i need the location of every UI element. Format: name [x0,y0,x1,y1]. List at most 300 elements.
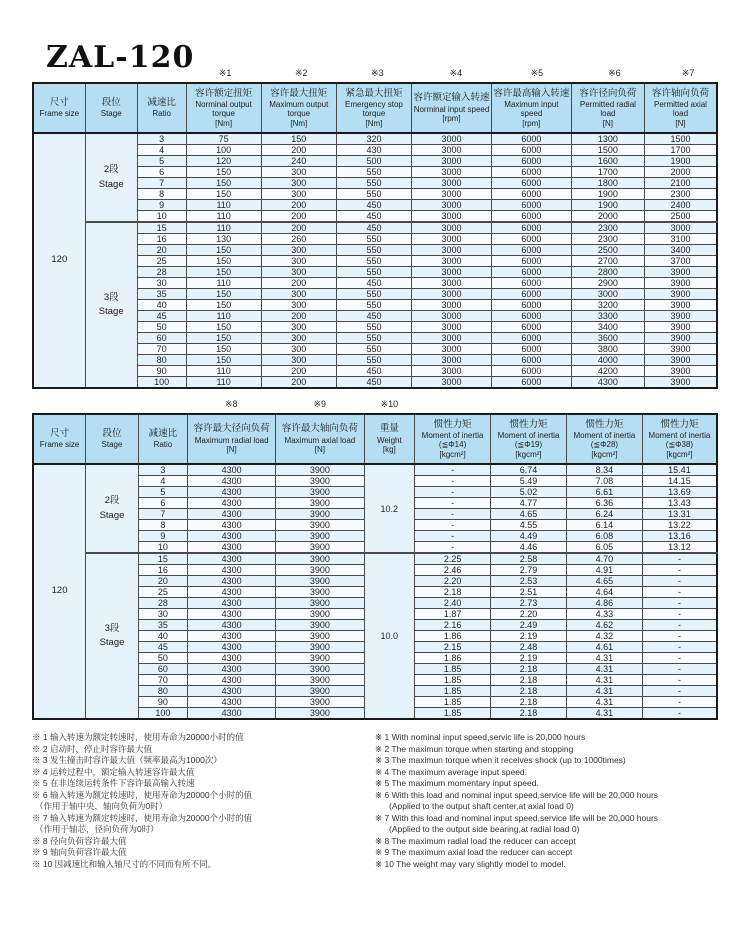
data-cell: 3100 [644,234,717,245]
data-cell: 1.85 [415,664,491,675]
data-cell: 2.51 [491,587,567,598]
footnote: ※ 4 运转过程中，额定输入转速容许最大值 [32,766,195,777]
data-cell: 3900 [276,520,364,531]
data-cell: 300 [261,167,336,178]
footnote: ※ 1 输入转速为额定转速时，使用寿命为20000小时的值 [32,732,244,742]
page-title: ZAL-120 [46,40,195,75]
data-cell: 120 [186,156,261,167]
data-cell: 2300 [644,189,717,200]
data-cell: 3000 [644,222,717,234]
data-cell: 3000 [412,333,492,344]
data-cell: 80 [138,686,187,697]
data-cell: 6 [137,167,186,178]
data-cell: 130 [186,234,261,245]
data-cell: 10 [138,542,187,554]
data-cell: 3000 [412,256,492,267]
data-cell: 3000 [412,178,492,189]
data-cell: 3900 [276,675,364,686]
footnote: ※ 5 在非连续运转条件下容许最高输入转速 [32,778,195,788]
footnote-ref-mark [138,79,187,82]
data-cell: 3 [138,464,187,476]
data-cell: 90 [137,366,186,377]
data-cell: 2.46 [415,565,491,576]
data-cell: 200 [261,377,336,389]
footnote: ※ 6 输入转速为额定转速时，使用寿命为20000个小时的值 [32,789,253,800]
footnote-ref-mark [32,410,85,413]
data-cell: 1700 [644,145,717,156]
data-cell: 4300 [188,542,276,554]
data-cell: 4.86 [566,598,642,609]
footnote: ※ 4 The maximum average input speed. [375,766,528,777]
data-cell: 300 [261,322,336,333]
footnote: ※ 1 With nominal input speed,servic life is 20,000 hours [375,732,586,742]
data-cell: 110 [186,222,261,234]
data-cell: 6000 [491,289,571,300]
data-cell: - [642,587,717,598]
column-header: 减速比 Ratio [138,414,187,464]
data-cell: 6.05 [566,542,642,554]
data-cell: 6.08 [566,531,642,542]
data-cell: 4.31 [566,653,642,664]
data-cell: 3900 [276,598,364,609]
data-cell: 150 [186,344,261,355]
data-cell: 5 [137,156,186,167]
data-cell: 2900 [571,278,644,289]
data-cell: 1300 [571,133,644,145]
data-cell: 3000 [412,344,492,355]
data-cell: 3900 [276,620,364,631]
data-cell: 6000 [491,222,571,234]
data-cell: - [415,520,491,531]
footnote-ref-mark: ※5 [530,68,544,78]
data-cell: 110 [186,311,261,322]
data-cell: 4300 [188,653,276,664]
column-header: 容许最大径向负荷 Maximum radial load [N] [188,414,276,464]
data-cell: 300 [261,300,336,311]
data-cell: 150 [186,267,261,278]
data-cell: 3900 [276,697,364,708]
data-cell: 45 [138,642,187,653]
data-cell: 4.31 [566,686,642,697]
data-cell: 200 [261,222,336,234]
data-cell: 3900 [276,587,364,598]
data-cell: 40 [137,300,186,311]
data-cell: 3900 [276,708,364,720]
data-cell: 13.31 [642,509,717,520]
data-cell: 6000 [491,333,571,344]
column-header: 尺寸 Frame size [33,83,85,133]
data-cell: - [415,464,491,476]
column-header: 减速比 Ratio [137,83,186,133]
data-cell: 40 [138,631,187,642]
table-row [33,133,717,145]
data-cell: 4.31 [566,697,642,708]
data-cell: 4300 [188,487,276,498]
footnote-ref-mark [32,79,85,82]
data-cell: 3000 [412,366,492,377]
data-cell: 4300 [188,464,276,476]
footnote: ※ 6 With this load and nominal input speed,service life will be 20,000 hours [375,789,659,800]
data-cell: 2.19 [491,631,567,642]
data-cell: 5.02 [491,487,567,498]
torque-speed-load-table [32,82,718,389]
data-cell: 2.48 [491,642,567,653]
data-cell: 3000 [412,200,492,211]
data-cell: 15 [138,553,187,565]
data-cell: - [642,553,717,565]
data-cell: 1.85 [415,675,491,686]
data-cell: 110 [186,366,261,377]
table-row [33,464,717,476]
data-cell: 300 [261,267,336,278]
data-cell: 28 [137,267,186,278]
data-cell: 3600 [571,333,644,344]
data-cell: 550 [336,256,411,267]
data-cell: - [415,531,491,542]
footnote-ref-mark: ※1 [218,68,232,78]
data-cell: 3900 [276,686,364,697]
data-cell: 1500 [644,133,717,145]
data-cell: 2000 [644,167,717,178]
footnote: ※ 10 The weight may vary slightly model to model. [375,858,566,869]
data-cell: 6.14 [566,520,642,531]
data-cell: 300 [261,333,336,344]
data-cell: 2.18 [491,664,567,675]
data-cell: 6.74 [491,464,567,476]
data-cell: 4.65 [491,509,567,520]
data-cell: 3900 [644,355,717,366]
data-cell: 3000 [412,167,492,178]
data-cell: 4300 [188,708,276,720]
footnote: (Applied to the output shaft center,at axial load 0) [389,801,574,811]
data-cell: 1800 [571,178,644,189]
data-cell: - [415,498,491,509]
data-cell: - [642,609,717,620]
data-cell: 2.40 [415,598,491,609]
data-cell: 6000 [491,311,571,322]
data-cell: 4300 [188,598,276,609]
data-cell: 150 [186,322,261,333]
footnote: (Applied to the output side bearing,at radial load 0) [389,824,580,834]
data-cell: 3900 [276,642,364,653]
data-cell: 4300 [188,509,276,520]
data-cell: 6000 [491,234,571,245]
data-cell: 2.18 [491,708,567,720]
data-cell: 100 [138,708,187,720]
data-cell: 550 [336,300,411,311]
data-cell: 8 [138,520,187,531]
data-cell: - [415,542,491,554]
data-cell: 200 [261,366,336,377]
data-cell: - [415,509,491,520]
data-cell: 3900 [276,498,364,509]
data-cell: 50 [137,322,186,333]
data-cell: 6000 [491,211,571,223]
data-cell: 20 [137,245,186,256]
data-cell: 550 [336,267,411,278]
data-cell: 2100 [644,178,717,189]
data-cell: 6.36 [566,498,642,509]
data-cell: 550 [336,245,411,256]
data-cell: - [642,686,717,697]
data-cell: 6000 [491,156,571,167]
data-cell: 7.08 [566,476,642,487]
footnote-ref-mark [85,410,138,413]
data-cell: 4300 [188,631,276,642]
data-cell: 16 [137,234,186,245]
data-cell: 2.15 [415,642,491,653]
data-cell: 4.91 [566,565,642,576]
data-cell: 3000 [412,311,492,322]
footnote-ref-mark [491,410,567,413]
data-cell: 1900 [571,200,644,211]
data-cell: 4.62 [566,620,642,631]
data-cell: 4300 [188,576,276,587]
data-cell: 35 [137,289,186,300]
data-cell: 4300 [188,476,276,487]
footnote: ※ 7 输入转速为额定转速时，使用寿命为20000个小时的值 [32,812,253,823]
data-cell: 300 [261,256,336,267]
data-cell: 550 [336,333,411,344]
footnotes-chinese [32,732,375,870]
data-cell: 2000 [571,211,644,223]
table-row [33,222,717,234]
stage-cell: 2段 Stage [85,133,137,222]
data-cell: 2.19 [491,653,567,664]
data-cell: 2.18 [491,697,567,708]
footnote-ref-mark [567,410,643,413]
data-cell: 60 [137,333,186,344]
data-cell: 4.33 [566,609,642,620]
footnotes-english [375,732,718,870]
data-cell: 450 [336,377,411,389]
data-cell: 20 [138,576,187,587]
data-cell: 90 [138,697,187,708]
data-cell: 3900 [276,576,364,587]
data-cell: 6000 [491,344,571,355]
data-cell: 4300 [188,697,276,708]
data-cell: 3900 [276,487,364,498]
data-cell: 550 [336,167,411,178]
data-cell: 2.20 [415,576,491,587]
data-cell: 3000 [412,133,492,145]
data-cell: 25 [138,587,187,598]
data-cell: 150 [186,300,261,311]
data-cell: 450 [336,278,411,289]
data-cell: 9 [137,200,186,211]
data-cell: 1.87 [415,609,491,620]
column-header: 容许最高输入转速 Maximum input speed [rpm] [491,83,571,133]
data-cell: 3000 [412,267,492,278]
stage-cell: 3段 Stage [86,553,139,719]
data-cell: 3200 [571,300,644,311]
data-cell: 4300 [188,686,276,697]
data-cell: 6000 [491,256,571,267]
data-cell: - [642,708,717,720]
data-cell: 4300 [571,377,644,389]
data-cell: 4.77 [491,498,567,509]
data-cell: 6000 [491,355,571,366]
data-cell: 4.31 [566,675,642,686]
data-cell: 6000 [491,133,571,145]
data-cell: 35 [138,620,187,631]
data-cell: 1.85 [415,686,491,697]
data-cell: 4.55 [491,520,567,531]
data-cell: 1.86 [415,653,491,664]
data-cell: 4300 [188,531,276,542]
data-cell: 3000 [412,156,492,167]
data-cell: 3000 [412,300,492,311]
data-cell: 1700 [571,167,644,178]
data-cell: 3400 [571,322,644,333]
data-cell: 2.25 [415,553,491,565]
table2-footnote-marks [32,395,718,413]
data-cell: 200 [261,145,336,156]
data-cell: 3900 [276,631,364,642]
footnote-ref-mark: ※10 [380,399,399,409]
data-cell: 13.22 [642,520,717,531]
data-cell: 1600 [571,156,644,167]
data-cell: 3900 [644,289,717,300]
column-header: 惯性力矩 Moment of inertia (≦Φ38) [kgcm²] [642,414,717,464]
data-cell: 450 [336,222,411,234]
data-cell: - [642,664,717,675]
data-cell: 6.24 [566,509,642,520]
data-cell: 28 [138,598,187,609]
data-cell: 6000 [491,322,571,333]
data-cell: 3800 [571,344,644,355]
data-cell: 3900 [644,300,717,311]
data-cell: 2.18 [491,686,567,697]
data-cell: 150 [186,289,261,300]
footnote-ref-mark [138,410,187,413]
column-header: 惯性力矩 Moment of inertia (≦Φ19) [kgcm²] [491,414,567,464]
column-header: 容许最大扭矩 Maximum output torque [Nm] [261,83,336,133]
data-cell: 300 [261,355,336,366]
column-header: 容许最大轴向负荷 Maximum axial load [N] [276,414,364,464]
footnote: ※ 3 发生撞击时容许最大值（频率最高为1000次） [32,755,222,765]
footnote: （作用于轴中央，轴向负荷为0时） [35,801,168,811]
data-cell: - [642,598,717,609]
data-cell: 6000 [491,189,571,200]
footnote: ※ 7 With this load and nominal input speed,service life will be 20,000 hours [375,812,659,823]
footnote: ※ 2 启动时，停止时容许最大值 [32,743,152,754]
data-cell: - [642,631,717,642]
data-cell: 3900 [276,531,364,542]
data-cell: 4300 [188,498,276,509]
data-cell: 3 [137,133,186,145]
data-cell: 4200 [571,366,644,377]
data-cell: 200 [261,211,336,223]
data-cell: 3900 [276,565,364,576]
footnote: ※ 2 The maximun torque when starting and stopping [375,743,574,754]
column-header: 容许径向负荷 Permitted radial load [N] [571,83,644,133]
data-cell: 3900 [644,377,717,389]
data-cell: 110 [186,211,261,223]
data-cell: 4300 [188,587,276,598]
data-cell: 4.61 [566,642,642,653]
data-cell: 75 [186,133,261,145]
data-cell: 3900 [644,311,717,322]
data-cell: 4.49 [491,531,567,542]
data-cell: 6000 [491,167,571,178]
data-cell: 2.53 [491,576,567,587]
data-cell: 3000 [412,322,492,333]
data-cell: 200 [261,311,336,322]
data-cell: 3000 [412,234,492,245]
data-cell: 1.85 [415,697,491,708]
data-cell: 2800 [571,267,644,278]
data-cell: 3900 [644,333,717,344]
data-cell: 3000 [412,377,492,389]
column-header: 惯性力矩 Moment of inertia (≦Φ14) [kgcm²] [415,414,491,464]
column-header: 容许额定扭矩 Norminal output torque [Nm] [186,83,261,133]
footnotes [32,732,718,870]
data-cell: 2500 [644,211,717,223]
stage-cell: 2段 Stage [86,464,139,553]
data-cell: 1500 [571,145,644,156]
data-cell: 25 [137,256,186,267]
data-cell: 13.16 [642,531,717,542]
data-cell: - [642,565,717,576]
data-cell: 4300 [188,520,276,531]
data-cell: 110 [186,278,261,289]
data-cell: 3000 [412,211,492,223]
data-cell: 6.61 [566,487,642,498]
data-cell: 550 [336,344,411,355]
data-cell: 3900 [276,653,364,664]
data-cell: 6000 [491,377,571,389]
data-cell: 8 [137,189,186,200]
data-cell: 3000 [412,245,492,256]
data-cell: 80 [137,355,186,366]
column-header: 段位 Stage [85,83,137,133]
footnote: ※ 10 因减速比和输入轴尺寸的不同而有所不同。 [32,858,217,869]
data-cell: 550 [336,355,411,366]
data-cell: 100 [186,145,261,156]
data-cell: 15.41 [642,464,717,476]
data-cell: 2.18 [491,675,567,686]
data-cell: 3000 [571,289,644,300]
data-cell: 4.65 [566,576,642,587]
data-cell: 2500 [571,245,644,256]
data-cell: 2.49 [491,620,567,631]
data-cell: - [642,576,717,587]
data-cell: 4300 [188,620,276,631]
data-cell: 7 [137,178,186,189]
data-cell: - [642,675,717,686]
table-row [33,553,717,565]
data-cell: 6000 [491,145,571,156]
data-cell: 4 [138,476,187,487]
data-cell: 4.31 [566,664,642,675]
footnote-ref-mark: ※9 [313,399,327,409]
data-cell: 550 [336,234,411,245]
data-cell: 3900 [644,278,717,289]
data-cell: 150 [261,133,336,145]
data-cell: 150 [186,256,261,267]
data-cell: 1900 [571,189,644,200]
footnote: （作用于轴芯，径向负荷为0时） [35,824,159,834]
data-cell: 110 [186,377,261,389]
data-cell: 3400 [644,245,717,256]
data-cell: 16 [138,565,187,576]
data-cell: 70 [138,675,187,686]
column-header: 尺寸 Frame size [33,414,86,464]
data-cell: 1.85 [415,708,491,720]
data-cell: 2.20 [491,609,567,620]
stage-cell: 3段 Stage [85,222,137,388]
